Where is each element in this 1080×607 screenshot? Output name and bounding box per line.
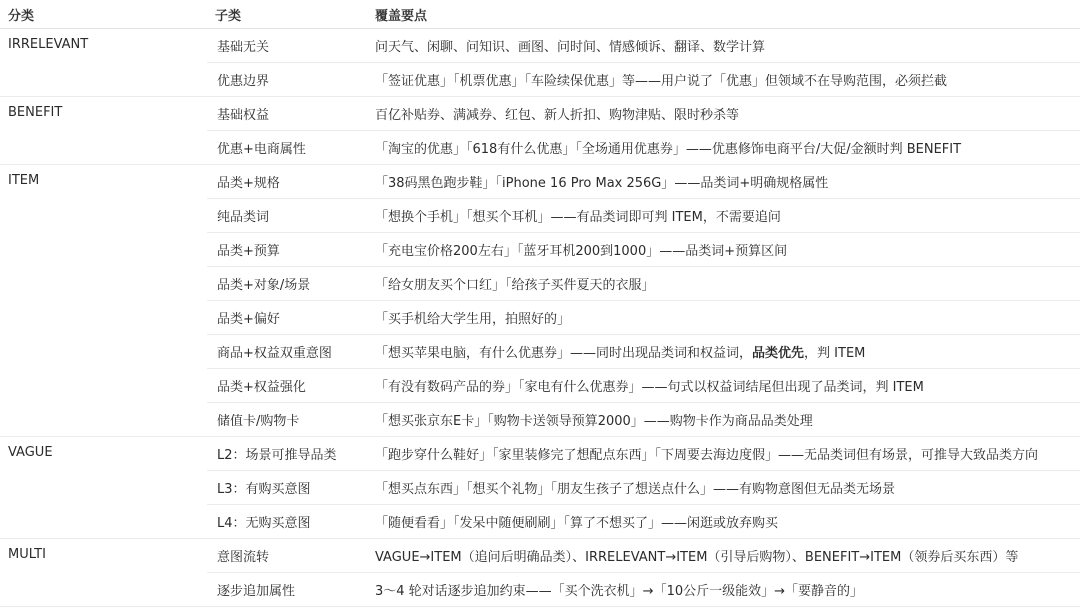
coverage-cell bbox=[367, 301, 1080, 335]
category-cell: MULTI bbox=[0, 539, 207, 607]
coverage-cell bbox=[367, 29, 1080, 63]
subcategory-cell: L3：有购买意图 bbox=[207, 471, 367, 505]
category-cell: IRRELEVANT bbox=[0, 29, 207, 97]
header-row bbox=[0, 0, 1080, 29]
table-row bbox=[0, 97, 1080, 131]
category-cell: BENEFIT bbox=[0, 97, 207, 165]
coverage-text: 「给女朋友买个口红」「给孩子买件夏天的衣服」 bbox=[375, 278, 655, 293]
subcategory-cell: 品类+偏好 bbox=[207, 301, 367, 335]
coverage-emphasis: 品类优先 bbox=[752, 346, 805, 361]
header-subcategory: 子类 bbox=[207, 0, 367, 29]
header-category: 分类 bbox=[0, 0, 207, 29]
coverage-cell bbox=[367, 335, 1080, 369]
table-row bbox=[0, 539, 1080, 573]
subcategory-cell: L2：场景可推导品类 bbox=[207, 437, 367, 471]
coverage-text: 「有没有数码产品的券」「家电有什么优惠券」——句式以权益词结尾但出现了品类词，判 ITEM bbox=[375, 380, 924, 395]
category-cell: VAGUE bbox=[0, 437, 207, 539]
coverage-text: 「想买张京东E卡」「购物卡送领导预算2000」——购物卡作为商品品类处理 bbox=[375, 414, 813, 429]
coverage-cell bbox=[367, 267, 1080, 301]
table-row bbox=[0, 165, 1080, 199]
subcategory-cell: 商品+权益双重意图 bbox=[207, 335, 367, 369]
category-cell: ITEM bbox=[0, 165, 207, 437]
coverage-cell bbox=[367, 403, 1080, 437]
coverage-text: 「想买苹果电脑，有什么优惠券」——同时出现品类词和权益词， bbox=[375, 346, 753, 361]
subcategory-cell: 品类+对象/场景 bbox=[207, 267, 367, 301]
coverage-cell bbox=[367, 573, 1080, 607]
subcategory-cell: 品类+预算 bbox=[207, 233, 367, 267]
coverage-cell bbox=[367, 199, 1080, 233]
subcategory-cell: 品类+规格 bbox=[207, 165, 367, 199]
table-row bbox=[0, 437, 1080, 471]
coverage-text: 「淘宝的优惠」「618有什么优惠」「全场通用优惠券」——优惠修饰电商平台/大促/金额时判 BENEFIT bbox=[375, 142, 962, 157]
coverage-text: 「签证优惠」「机票优惠」「车险续保优惠」等——用户说了「优惠」但领域不在导购范围，必须拦截 bbox=[375, 74, 948, 89]
coverage-cell bbox=[367, 539, 1080, 573]
coverage-cell bbox=[367, 97, 1080, 131]
coverage-text: 百亿补贴券、满减券、红包、新人折扣、购物津贴、限时秒杀等 bbox=[375, 108, 740, 123]
coverage-cell bbox=[367, 505, 1080, 539]
coverage-text: 「充电宝价格200左右」「蓝牙耳机200到1000」——品类词+预算区间 bbox=[375, 244, 788, 259]
coverage-cell bbox=[367, 165, 1080, 199]
coverage-text: 「想换个手机」「想买个耳机」——有品类词即可判 ITEM，不需要追问 bbox=[375, 210, 781, 225]
subcategory-cell: 逐步追加属性 bbox=[207, 573, 367, 607]
coverage-cell bbox=[367, 233, 1080, 267]
header-coverage-points: 覆盖要点 bbox=[367, 0, 1080, 29]
coverage-cell bbox=[367, 63, 1080, 97]
coverage-text: ，判 ITEM bbox=[804, 346, 866, 361]
coverage-text: 「买手机给大学生用，拍照好的」 bbox=[375, 312, 571, 327]
coverage-text: 问天气、闲聊、问知识、画图、问时间、情感倾诉、翻译、数学计算 bbox=[375, 40, 766, 55]
coverage-text: 「随便看看」「发呆中随便刷刷」「算了不想买了」——闲逛或放弃购买 bbox=[375, 516, 779, 531]
subcategory-cell: 品类+权益强化 bbox=[207, 369, 367, 403]
coverage-cell bbox=[367, 369, 1080, 403]
coverage-text: 「跑步穿什么鞋好」「家里装修完了想配点东西」「下周要去海边度假」——无品类词但有场景，可推导大致品类方向 bbox=[375, 448, 1039, 463]
coverage-cell bbox=[367, 471, 1080, 505]
subcategory-cell: 优惠边界 bbox=[207, 63, 367, 97]
subcategory-cell: L4：无购买意图 bbox=[207, 505, 367, 539]
coverage-text: 「想买点东西」「想买个礼物」「朋友生孩子了想送点什么」——有购物意图但无品类无场景 bbox=[375, 482, 896, 497]
subcategory-cell: 意图流转 bbox=[207, 539, 367, 573]
subcategory-cell: 优惠+电商属性 bbox=[207, 131, 367, 165]
table-row bbox=[0, 29, 1080, 63]
subcategory-cell: 基础无关 bbox=[207, 29, 367, 63]
coverage-cell bbox=[367, 437, 1080, 471]
subcategory-cell: 储值卡/购物卡 bbox=[207, 403, 367, 437]
coverage-cell bbox=[367, 131, 1080, 165]
coverage-text: 3～4 轮对话逐步追加约束——「买个洗衣机」→「10公斤一级能效」→「要静音的」 bbox=[375, 584, 864, 599]
coverage-text: 「38码黑色跑步鞋」「iPhone 16 Pro Max 256G」——品类词+明确规格属性 bbox=[375, 176, 829, 191]
coverage-text: VAGUE→ITEM（追问后明确品类）、IRRELEVANT→ITEM（引导后购物）、BENEFIT→ITEM（领券后买东西）等 bbox=[375, 550, 1019, 565]
subcategory-cell: 纯品类词 bbox=[207, 199, 367, 233]
subcategory-cell: 基础权益 bbox=[207, 97, 367, 131]
